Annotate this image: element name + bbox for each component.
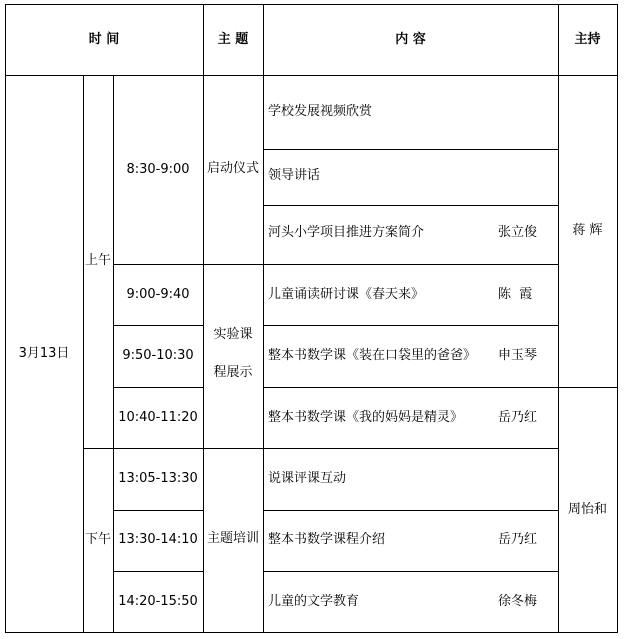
content-item: 整本书数学课《装在口袋里的爸爸》	[268, 348, 477, 363]
row-divider	[263, 205, 558, 206]
row-divider	[83, 448, 558, 449]
row-divider	[263, 325, 558, 326]
date-cell: 3月13日	[18, 346, 70, 361]
row-divider	[263, 387, 617, 388]
header-host: 主持	[574, 32, 601, 47]
content-item: 儿童诵读研讨课《春天来》	[268, 287, 425, 302]
col-divider	[83, 75, 84, 633]
header-theme: 主 题	[217, 32, 249, 47]
presenter-name: 张立俊	[498, 225, 538, 240]
content-item: 整本书数学课程介绍	[268, 532, 386, 547]
content-item: 儿童的文学教育	[268, 594, 360, 609]
time-slot: 9:50-10:30	[122, 348, 194, 363]
border-right	[617, 4, 618, 633]
time-slot: 10:40-11:20	[118, 410, 198, 425]
border-bottom	[5, 632, 617, 633]
period-morning: 上午	[84, 253, 111, 268]
content-item: 说课评课互动	[268, 471, 347, 486]
theme-demo-line1: 实验课	[213, 327, 253, 342]
time-slot: 13:05-13:30	[118, 471, 198, 486]
content-item: 河头小学项目推进方案简介	[268, 225, 425, 240]
row-divider	[263, 510, 558, 511]
presenter-name: 岳乃红	[498, 410, 538, 425]
col-divider	[263, 4, 264, 633]
col-divider	[558, 4, 559, 633]
border-left	[5, 4, 6, 633]
header-divider	[5, 75, 617, 76]
row-divider	[113, 264, 558, 265]
content-item: 整本书数学课《我的妈妈是精灵》	[268, 410, 464, 425]
host-morning: 蒋 辉	[572, 223, 603, 238]
time-slot: 14:20-15:50	[118, 594, 198, 609]
border-top	[5, 4, 617, 5]
time-slot: 8:30-9:00	[126, 162, 190, 177]
theme-demo-line2: 程展示	[213, 365, 253, 380]
host-afternoon: 周怡和	[567, 502, 607, 517]
header-time: 时 间	[88, 32, 120, 47]
presenter-name: 徐冬梅	[498, 594, 538, 609]
content-item: 学校发展视频欣赏	[268, 104, 373, 119]
theme-opening: 启动仪式	[206, 161, 259, 176]
row-divider	[113, 571, 203, 572]
content-item: 领导讲话	[268, 168, 321, 183]
row-divider	[113, 325, 203, 326]
presenter-name: 申玉琴	[498, 348, 538, 363]
header-content: 内 容	[395, 32, 426, 47]
presenter-name: 岳乃红	[498, 532, 538, 547]
presenter-name: 陈 霞	[498, 287, 533, 302]
time-slot: 9:00-9:40	[126, 287, 190, 302]
row-divider	[263, 571, 558, 572]
theme-training: 主题培训	[206, 531, 259, 546]
row-divider	[113, 510, 203, 511]
period-afternoon: 下午	[84, 532, 111, 547]
time-slot: 13:30-14:10	[118, 532, 198, 547]
row-divider	[113, 387, 203, 388]
row-divider	[263, 149, 558, 150]
